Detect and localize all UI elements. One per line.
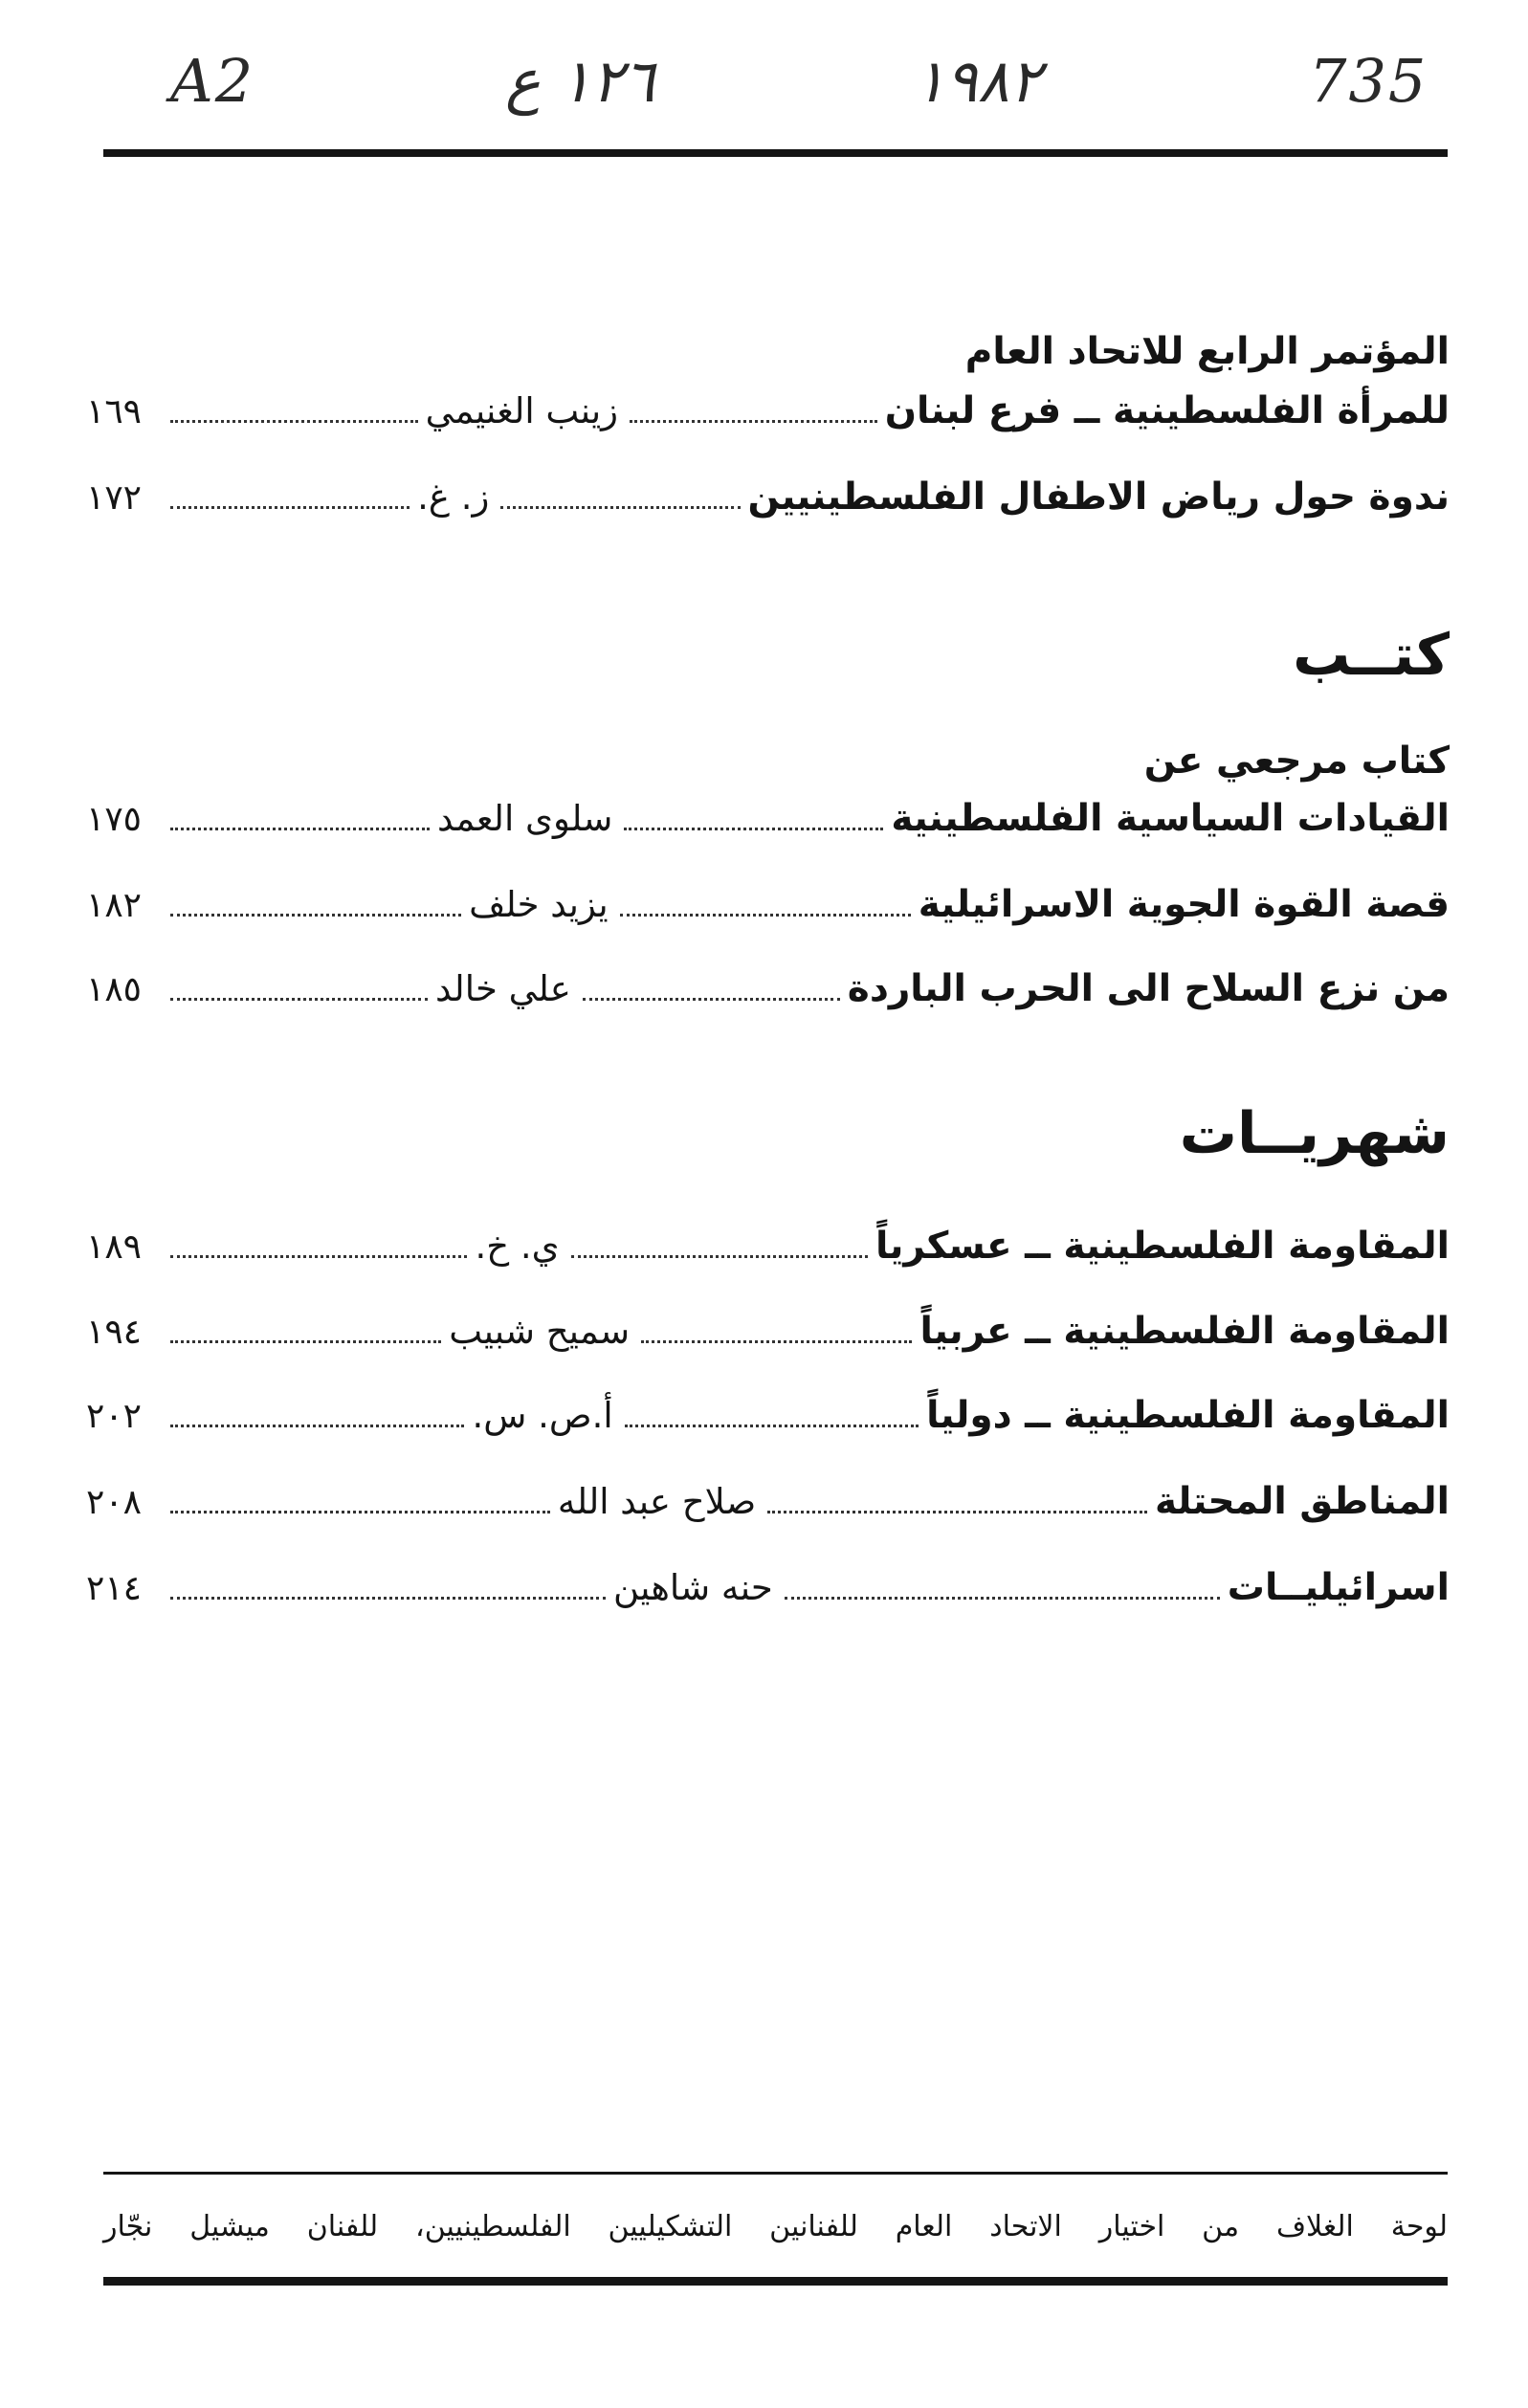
entry-page-number: ٢٠٨ bbox=[85, 1483, 142, 1522]
entry-page-number: ١٩٤ bbox=[85, 1313, 142, 1352]
entry-title: المناطق المحتلة bbox=[1155, 1480, 1450, 1523]
dot-leader bbox=[583, 997, 840, 1001]
entry-title: ندوة حول رياض الاطفال الفلسطينيين bbox=[747, 475, 1450, 519]
entry-title: من نزع السلاح الى الحرب الباردة bbox=[847, 967, 1450, 1010]
toc-entry bbox=[86, 1305, 1450, 1359]
section-heading-monthly: شهريــات bbox=[1179, 1100, 1450, 1167]
dot-leader bbox=[170, 913, 461, 917]
entry-page-number: ٢١٤ bbox=[85, 1569, 142, 1608]
entry-author: ز. غ. bbox=[417, 476, 490, 518]
entry-page-number: ١٧٥ bbox=[86, 800, 143, 839]
footer-rule bbox=[103, 2172, 1448, 2175]
top-rule bbox=[103, 149, 1448, 157]
toc-lead-line: كتاب مرجعي عن bbox=[1143, 740, 1450, 783]
entry-title: المقاومة الفلسطينية ــ عسكرياً bbox=[875, 1225, 1450, 1268]
entry-page-number: ١٨٢ bbox=[86, 886, 143, 925]
handwritten-year: ١٩٨٢ bbox=[914, 46, 1042, 116]
dot-leader bbox=[641, 1339, 912, 1343]
entry-title: المقاومة الفلسطينية ــ دولياً bbox=[926, 1394, 1450, 1437]
dot-leader bbox=[571, 1254, 868, 1258]
dot-leader bbox=[500, 505, 740, 509]
dot-leader bbox=[785, 1596, 1220, 1600]
entry-author: حنه شاهين bbox=[612, 1567, 773, 1608]
dot-leader bbox=[625, 1424, 919, 1427]
entry-author: أ.ص. س. bbox=[472, 1395, 613, 1436]
toc-entry bbox=[86, 1389, 1450, 1443]
entry-page-number: ١٨٥ bbox=[85, 970, 142, 1009]
dot-leader bbox=[170, 827, 430, 830]
cover-caption: لوحة الغلاف من اختيار الاتحاد العام للفنانين التشكيليين الفلسطينيين، للفنان ميشيل نجّار bbox=[103, 2210, 1448, 2243]
entry-title: اسرائيليــات bbox=[1227, 1566, 1450, 1609]
dot-leader bbox=[170, 997, 428, 1001]
entry-title: قصة القوة الجوية الاسرائيلية bbox=[918, 883, 1450, 926]
toc-entry bbox=[86, 1220, 1450, 1273]
entry-author: يزيد خلف bbox=[469, 884, 609, 925]
handwritten-mark-a: A2 bbox=[170, 46, 255, 116]
dot-leader bbox=[170, 1339, 441, 1343]
dot-leader bbox=[170, 1424, 464, 1427]
entry-author: ي. خ. bbox=[475, 1226, 560, 1267]
entry-title: المقاومة الفلسطينية ــ عربياً bbox=[919, 1310, 1450, 1353]
handwritten-issue-number: ١٢٦ ع bbox=[505, 46, 655, 116]
dot-leader bbox=[170, 1596, 606, 1600]
entry-author: سميح شبيب bbox=[449, 1311, 631, 1352]
toc-lead-line: المؤتمر الرابع للاتحاد العام bbox=[964, 330, 1450, 373]
section-heading-books: كتــب bbox=[1293, 622, 1450, 689]
entry-author: سلوى العمد bbox=[437, 798, 613, 839]
entry-author: صلاح عبد الله bbox=[557, 1481, 757, 1522]
entry-page-number: ١٨٩ bbox=[86, 1227, 143, 1267]
dot-leader bbox=[170, 419, 418, 423]
dot-leader bbox=[170, 505, 410, 509]
entry-page-number: ١٧٢ bbox=[85, 478, 142, 518]
bottom-rule bbox=[103, 2277, 1448, 2286]
toc-entry bbox=[86, 1475, 1450, 1529]
dot-leader bbox=[630, 419, 877, 423]
toc-entry bbox=[86, 792, 1450, 846]
toc-entry bbox=[86, 385, 1450, 438]
toc-entry bbox=[86, 962, 1450, 1016]
dot-leader bbox=[624, 827, 883, 830]
handwritten-catalog-number: 735 bbox=[1309, 46, 1428, 116]
dot-leader bbox=[620, 913, 911, 917]
entry-title: للمرأة الفلسطينية ــ فرع لبنان bbox=[884, 389, 1450, 432]
toc-entry bbox=[86, 1561, 1450, 1615]
dot-leader bbox=[170, 1510, 550, 1513]
toc-entry bbox=[86, 471, 1450, 524]
entry-title: القيادات السياسية الفلسطينية bbox=[891, 797, 1450, 840]
dot-leader bbox=[767, 1510, 1147, 1513]
entry-author: زينب الغنيمي bbox=[425, 390, 619, 431]
toc-entry bbox=[86, 878, 1450, 932]
entry-page-number: ١٦٩ bbox=[85, 392, 142, 431]
entry-page-number: ٢٠٢ bbox=[86, 1397, 143, 1436]
entry-author: علي خالد bbox=[435, 968, 571, 1009]
dot-leader bbox=[170, 1254, 467, 1258]
table-of-contents bbox=[86, 325, 1450, 1684]
